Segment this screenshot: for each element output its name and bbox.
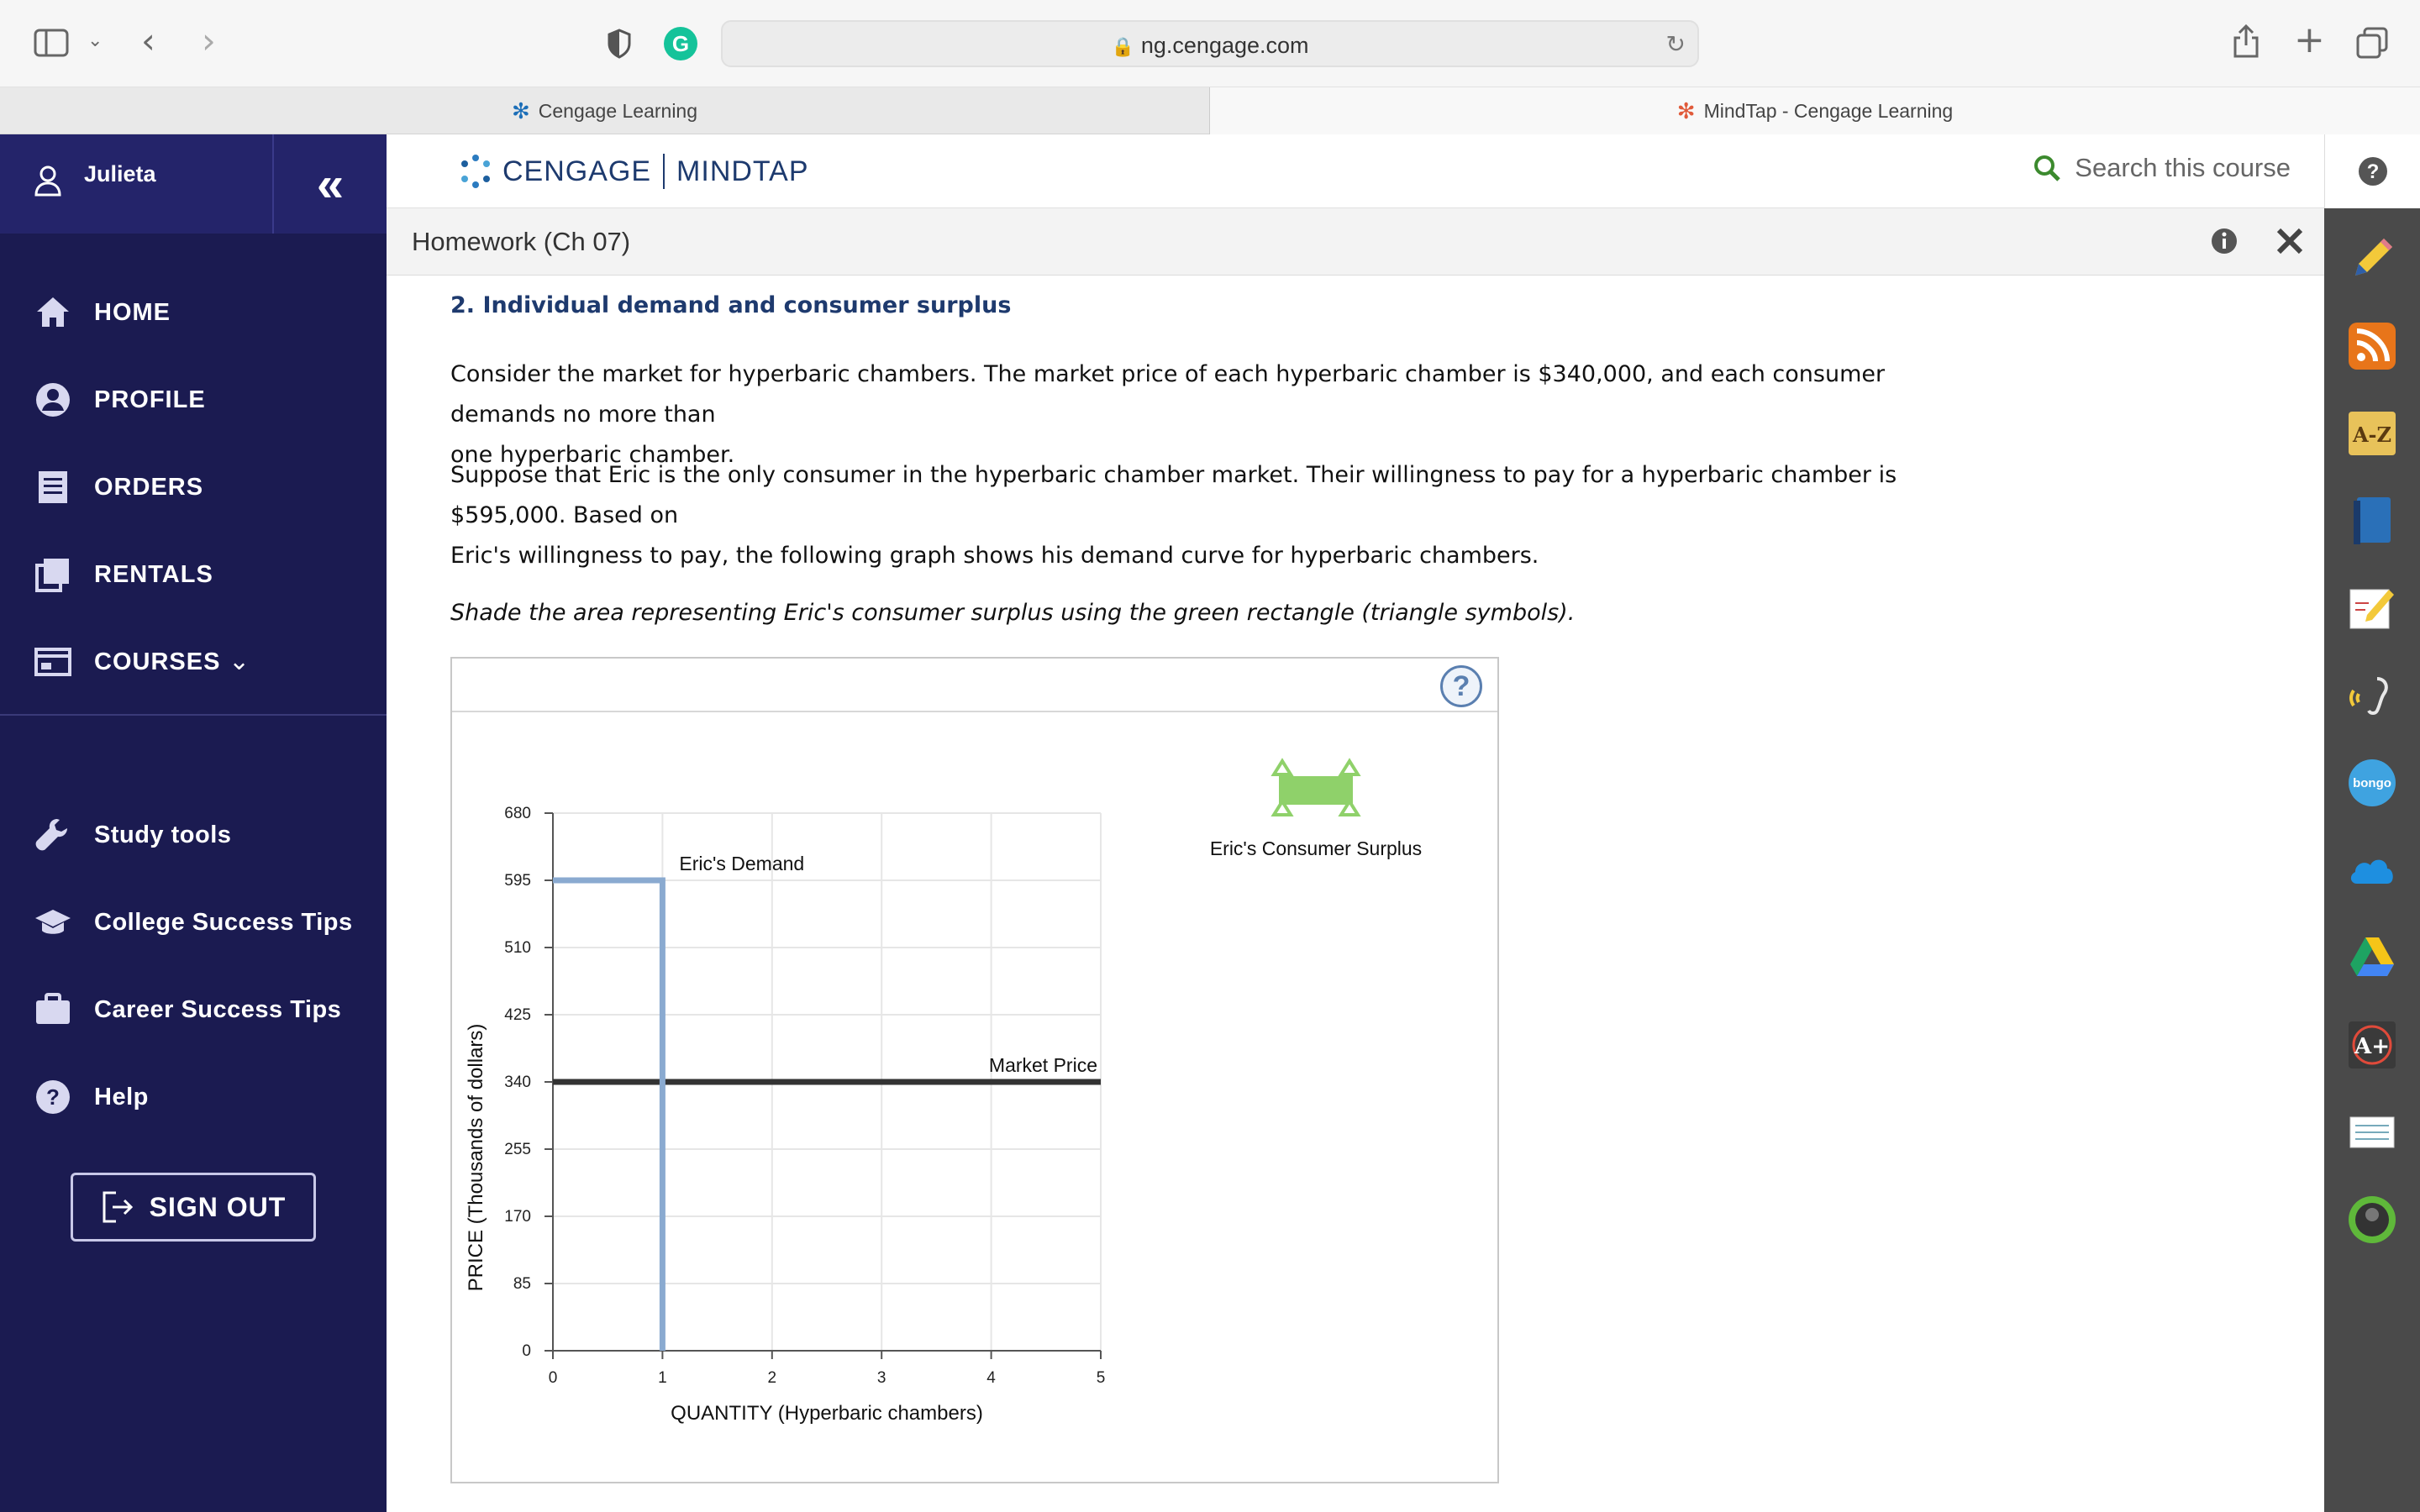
- glossary-az-icon[interactable]: [2347, 408, 2397, 459]
- mindtap-favicon-icon: ✻: [1676, 97, 1696, 123]
- profile-avatar-icon[interactable]: [2347, 1194, 2397, 1245]
- surplus-rectangle-icon[interactable]: [1279, 776, 1353, 805]
- browser-toolbar: [0, 0, 2420, 87]
- url-text: ng.cengage.com: [1140, 33, 1309, 58]
- global-help-button[interactable]: [2324, 134, 2420, 208]
- x-tick-label: 2: [767, 1369, 777, 1387]
- forward-icon[interactable]: ›: [202, 20, 216, 61]
- tab-overview-icon[interactable]: [2356, 27, 2388, 59]
- svg-text:A-Z: A-Z: [2352, 423, 2392, 447]
- bongo-icon[interactable]: [2347, 758, 2397, 808]
- pencil-icon[interactable]: [2347, 234, 2397, 284]
- aplus-icon[interactable]: [2347, 1020, 2397, 1070]
- briefcase-icon: [34, 990, 72, 1029]
- rentals-icon: [34, 555, 72, 594]
- triangle-handle-icon[interactable]: [1341, 761, 1358, 774]
- ebook-icon[interactable]: [2347, 496, 2397, 546]
- graph-toolbar: [452, 659, 1497, 712]
- y-tick-label: 680: [504, 805, 531, 822]
- demand-curve: [553, 880, 662, 1351]
- tab-label: MindTap - Cengage Learning: [1703, 99, 1954, 122]
- sign-out-button[interactable]: [71, 1173, 316, 1242]
- question-instruction: Shade the area representing Eric's consumer surplus using the green rectangle (triangle symbols).: [450, 600, 1576, 626]
- x-tick-label: 3: [876, 1369, 886, 1387]
- cengage-favicon-icon: ✻: [511, 97, 530, 123]
- nav-rentals[interactable]: [0, 541, 387, 608]
- demand-curve-label: Eric's Demand: [679, 853, 805, 874]
- reload-icon[interactable]: ↻: [1665, 30, 1686, 58]
- question-circle-icon: [2357, 155, 2389, 187]
- svg-text:bongo: bongo: [2353, 776, 2391, 790]
- cengage-mindtap-logo[interactable]: [457, 153, 809, 190]
- y-tick-label: 340: [504, 1074, 531, 1091]
- nav-label: Study tools: [94, 821, 232, 848]
- demand-chart[interactable]: [452, 712, 1497, 1482]
- tab-mindtap[interactable]: [1210, 87, 2420, 134]
- brand-mindtap: MINDTAP: [676, 155, 809, 187]
- question-paragraph-2: [450, 455, 1988, 576]
- paragraph-line: Eric's willingness to pay, the following graph shows his demand curve for hyperbaric chambers.: [450, 543, 1539, 569]
- flashcards-icon[interactable]: [2347, 1107, 2397, 1158]
- app-dock: [2324, 208, 2420, 1512]
- market-price-label: Market Price: [988, 1054, 1097, 1076]
- svg-text:?: ?: [46, 1084, 60, 1110]
- close-icon[interactable]: [2275, 227, 2304, 255]
- sign-out-label: SIGN OUT: [149, 1191, 287, 1222]
- sign-out-icon: [101, 1189, 136, 1225]
- nav-label: Help: [94, 1083, 149, 1110]
- question-mark-icon: ?: [1452, 669, 1470, 702]
- svg-text:?: ?: [2366, 160, 2379, 183]
- onedrive-icon[interactable]: [2347, 845, 2397, 895]
- google-drive-icon[interactable]: [2347, 932, 2397, 983]
- homework-bar: [387, 208, 2324, 276]
- graph-panel: [450, 657, 1499, 1483]
- x-tick-label: 5: [1096, 1369, 1106, 1387]
- nav-courses[interactable]: [0, 628, 387, 696]
- cengage-logo-icon: [457, 153, 494, 190]
- rss-feed-icon[interactable]: [2347, 321, 2397, 371]
- grammarly-icon[interactable]: G: [664, 27, 697, 60]
- triangle-handle-icon[interactable]: [1274, 761, 1291, 774]
- nav-home[interactable]: [0, 279, 387, 346]
- course-search[interactable]: [2033, 153, 2291, 183]
- paragraph-line: Consider the market for hyperbaric chambers. The market price of each hyperbaric chamber is $340,000, and each consumer demands no more than: [450, 361, 1886, 428]
- readspeaker-icon[interactable]: [2347, 670, 2397, 721]
- nav-study-tools[interactable]: [0, 801, 387, 869]
- y-tick-label: 255: [504, 1141, 531, 1158]
- y-tick-label: 85: [513, 1275, 531, 1293]
- nav-label: HOME: [94, 298, 171, 326]
- nav-career-success-tips[interactable]: [0, 976, 387, 1043]
- nav-label: Career Success Tips: [94, 995, 342, 1023]
- question-title: 2. Individual demand and consumer surplus: [450, 292, 1012, 318]
- home-icon: [34, 293, 72, 332]
- x-axis-title: QUANTITY (Hyperbaric chambers): [671, 1402, 983, 1425]
- nav-orders[interactable]: [0, 454, 387, 521]
- surplus-tool-label: Eric's Consumer Surplus: [1209, 837, 1423, 859]
- homework-title: Homework (Ch 07): [412, 227, 631, 256]
- search-icon: [2033, 154, 2061, 182]
- paragraph-line: one hyperbaric chamber.: [450, 442, 735, 468]
- sidebar-toggle-icon[interactable]: [34, 29, 69, 57]
- nav-label: COURSES: [94, 648, 221, 675]
- user-menu[interactable]: [0, 134, 272, 234]
- y-tick-label: 170: [504, 1208, 531, 1226]
- tab-cengage-learning[interactable]: [0, 87, 1210, 134]
- nav-help[interactable]: [0, 1063, 387, 1131]
- x-tick-label: 4: [986, 1369, 996, 1387]
- chevron-down-icon: ⌄: [229, 647, 250, 676]
- share-icon[interactable]: [2232, 24, 2260, 59]
- courses-icon: [34, 643, 72, 681]
- y-tick-label: 0: [522, 1342, 531, 1360]
- app-header: [387, 134, 2324, 208]
- wrench-icon: [34, 816, 72, 854]
- user-icon: [34, 165, 62, 197]
- tab-label: Cengage Learning: [538, 99, 698, 122]
- double-chevron-left-icon: «: [316, 156, 345, 212]
- y-tick-label: 595: [504, 872, 531, 890]
- paragraph-line: Suppose that Eric is the only consumer in the hyperbaric chamber market. Their willingness to pay for a hyperbaric chamber is $595,000. Based on: [450, 462, 1897, 528]
- consumer-surplus-tool[interactable]: [1274, 761, 1358, 815]
- back-icon[interactable]: ‹: [141, 20, 155, 61]
- graduation-cap-icon: [34, 903, 72, 942]
- y-tick-label: 425: [504, 1006, 531, 1024]
- address-bar[interactable]: [721, 20, 1699, 67]
- graph-help-button[interactable]: [1440, 665, 1482, 707]
- sidebar: [0, 134, 387, 1512]
- nav-label: College Success Tips: [94, 908, 353, 936]
- x-tick-label: 1: [658, 1369, 667, 1387]
- svg-text:A+: A+: [2354, 1034, 2390, 1059]
- tab-strip: [0, 87, 2420, 134]
- info-icon[interactable]: [2210, 227, 2238, 255]
- brand-cengage: CENGAGE: [502, 155, 652, 187]
- user-name: Julieta: [84, 161, 156, 186]
- notes-icon[interactable]: [2347, 583, 2397, 633]
- nav-profile[interactable]: [0, 366, 387, 433]
- nav-label: PROFILE: [94, 386, 206, 413]
- help-icon: [34, 1078, 72, 1116]
- nav-label: ORDERS: [94, 473, 204, 501]
- y-axis-title: PRICE (Thousands of dollars): [465, 1023, 487, 1292]
- sidebar-divider: [0, 714, 387, 716]
- orders-icon: [34, 468, 72, 507]
- chevron-down-icon[interactable]: ⌄: [87, 30, 103, 51]
- nav-label: RENTALS: [94, 560, 213, 588]
- new-tab-icon[interactable]: +: [2294, 18, 2325, 61]
- nav-college-success-tips[interactable]: [0, 889, 387, 956]
- collapse-sidebar-button[interactable]: [272, 134, 387, 234]
- privacy-shield-icon[interactable]: [607, 29, 632, 59]
- x-tick-label: 0: [548, 1369, 558, 1387]
- lock-icon: 🔒: [1111, 36, 1134, 57]
- search-input[interactable]: Search this course: [2075, 153, 2291, 182]
- profile-icon: [34, 381, 72, 419]
- y-tick-label: 510: [504, 939, 531, 957]
